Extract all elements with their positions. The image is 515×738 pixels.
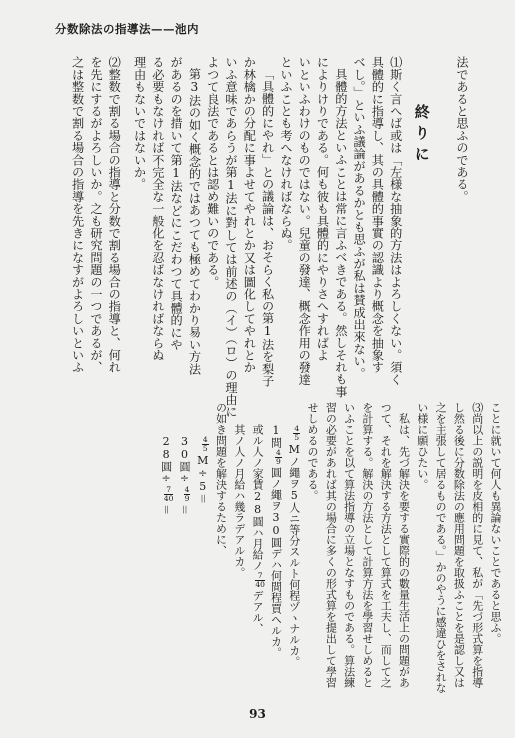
text-column: ことに就いて何人も異論ないことであると思ふ。 — [489, 402, 502, 644]
text-column: 之は整数で割る場合の指導を先きになすがよろしいといふ — [70, 56, 85, 374]
fraction-numerator: 4 — [294, 424, 300, 433]
fraction — [293, 425, 300, 442]
problem-text: 圓ノ繩ヲ30圓デハ何間程買ヘルカ。 — [269, 467, 283, 658]
fraction-denominator: 9 — [184, 494, 190, 503]
text-column: を先にするがよろしいか。之も研究問題の一つであるが、 — [88, 56, 103, 374]
text-column: いふことを以て算法指導の立場となすものである。算法練 — [342, 402, 356, 688]
column-gap — [405, 56, 412, 396]
fraction-denominator: 5 — [202, 444, 208, 453]
upper-tier — [66, 56, 471, 418]
text-column: いといふわけのものではない。兒童の發達、概念作用の發達 — [297, 56, 312, 386]
formula-text: ＝ — [177, 504, 191, 515]
fraction — [275, 449, 282, 466]
text-column: る必要もなければ不完全な一般化を忍ばなければならぬ — [150, 56, 165, 361]
text-column: か林檎かの分配に事よせてやれとか又は圖化してやれとか — [242, 56, 257, 374]
fraction-denominator: 40 — [163, 494, 174, 503]
fraction-numerator: 7 — [164, 486, 174, 495]
text-column: ⑵整数で割る場合の指導と分数で割る場合の指導と、何れ — [107, 56, 122, 374]
problem-text: 1間 — [269, 424, 283, 448]
text-column: といふことも考へなければならぬ。 — [278, 56, 293, 252]
fraction — [202, 436, 209, 453]
fraction-numerator: 7 — [255, 572, 265, 581]
page-number: 93 — [249, 707, 266, 721]
text-column: いふ意味であらうが第1法に對しては前述の（イ）（ロ）の理由に — [224, 56, 239, 418]
fraction — [184, 486, 191, 503]
text-column: し然る後に分数除法の應用問題を取扱ふことを是認し又は — [452, 402, 466, 688]
problem-text: 或ル人ノ家賃28圓ハ月給ノ — [251, 424, 265, 571]
fraction-numerator: 4 — [184, 485, 190, 494]
text-column: べし。」といふ議論があるかとも思ふが私は賛成出來ない。 — [352, 56, 367, 380]
text-column: よつて良法であるとは認め難いのである。 — [205, 56, 220, 288]
text-column: ⑶尚以上の説明を皮相的に見て、私が「先づ形式算を指導 — [470, 402, 484, 688]
fraction-denominator: 9 — [276, 457, 281, 466]
column-gap — [432, 56, 453, 396]
fraction-numerator: 4 — [202, 435, 208, 444]
text-column: 私は、先づ解決を要する實際的の數量生活上の問題があ — [397, 413, 411, 688]
lower-tier — [156, 402, 504, 702]
fraction-denominator: 40 — [255, 580, 265, 589]
column-gap — [123, 56, 130, 396]
fraction-denominator: 5 — [294, 433, 300, 442]
formula — [193, 402, 211, 702]
formula-text: M÷5＝ — [196, 454, 210, 504]
text-column: 第3法の如く概念的ではあつても極めてわかり易い方法 — [187, 68, 202, 375]
formula-text: ＝ — [159, 504, 173, 515]
text-column: 具體的方法といふことは常に言ふべきである。然しそれも事 — [333, 68, 348, 398]
fraction — [255, 572, 265, 589]
text-column: を計算する。解決の方法として計算方法を學習せしめると — [360, 402, 374, 688]
text-column: によりけりである。何も彼も具體的にやりさへすればよ — [315, 56, 330, 361]
formula — [175, 402, 193, 702]
text-column: の如き問題を解決するために、 — [214, 402, 228, 556]
text-column: 具體的に指導し、其の具體的事實の認識より概念を抽象す — [370, 56, 385, 374]
text-column: 之を主張して居るものである。」かのやうに感違ひをされな — [434, 402, 448, 694]
fraction — [164, 486, 174, 503]
word-problem — [284, 402, 302, 702]
problem-text: 其ノ人ノ月給ハ幾ラデアルカ。 — [232, 424, 246, 578]
text-column: 「具體的にやれ」との議論は、おそらく私の第1法を梨子 — [260, 68, 275, 388]
formula-text: 28圓÷ — [159, 435, 173, 485]
text-column: 習の必要があれば其の場合に多くの形式算を提出して學習 — [324, 402, 338, 688]
text-column: い様に願ひたい。 — [415, 402, 429, 490]
word-problem — [230, 402, 248, 702]
text-column: つて、それを解決する方法として算式を工夫し、而して之 — [379, 402, 393, 688]
text-column: ⑴斯く言へば或は「左様な抽象的方法はよろしくない。須く — [388, 56, 403, 386]
problem-text: デアル、 — [251, 590, 265, 634]
formula-text: 30圓÷ — [177, 435, 191, 485]
running-head: 分数除法の指導法——池内 — [55, 22, 199, 36]
word-problem — [266, 402, 284, 702]
text-column: せしめるのである。 — [306, 402, 320, 501]
formula — [156, 402, 174, 702]
problem-text: Mノ繩ヲ5人ニ等分スルト何程ヅヽナルカ。 — [287, 443, 301, 667]
word-problem — [248, 402, 266, 702]
text-column: 理由もないではないか。 — [132, 56, 147, 191]
section-heading: 終りに — [412, 104, 431, 167]
text-column: 法であると思ふのである。 — [455, 56, 469, 203]
fraction-numerator: 4 — [276, 448, 281, 457]
text-column: があるのを措いて第1法などにこだわつて具體的にや — [169, 56, 184, 351]
